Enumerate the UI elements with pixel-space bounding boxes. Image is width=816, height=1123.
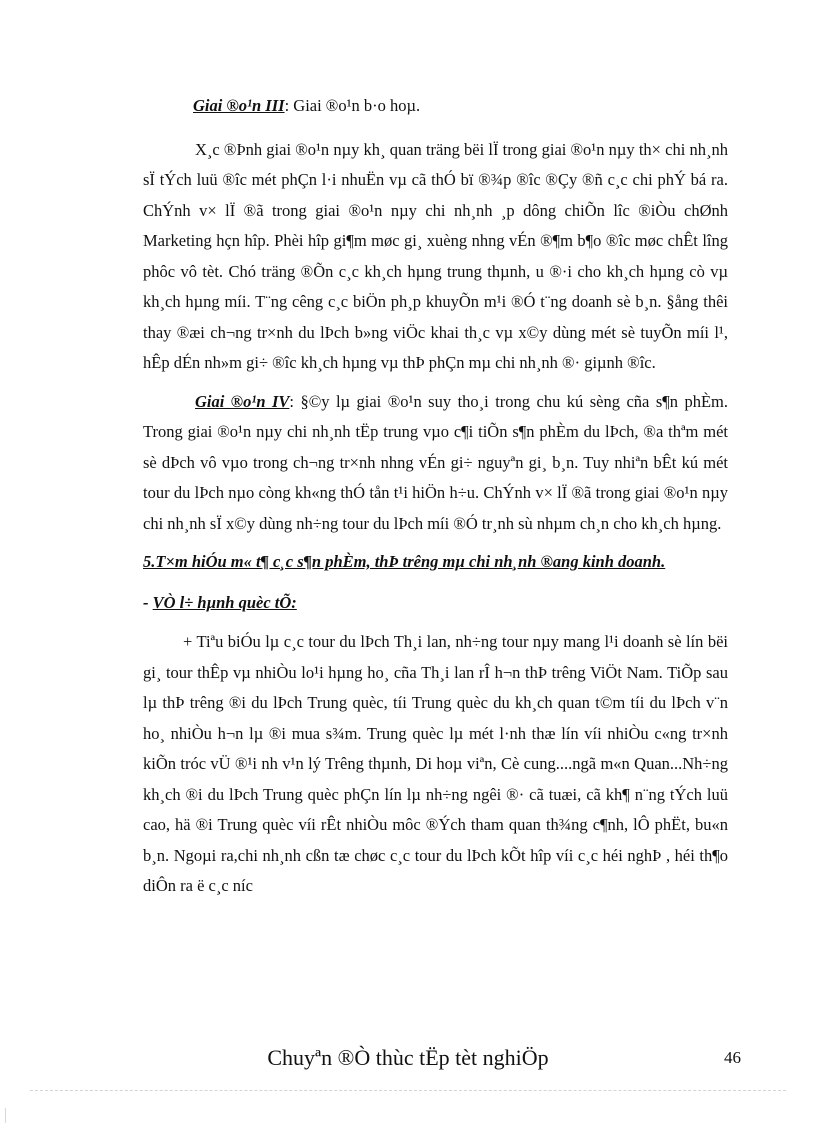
- inbound-heading: VÒ l÷ hµnh quèc tÕ:: [152, 592, 297, 612]
- phase4-paragraph: [143, 387, 728, 540]
- phase4-body: : §©y lµ giai ®o¹n suy tho¸i trong chu kú sèng cña s¶n phÈm. Trong giai ®o¹n nµy chi nh¸nh tËp trung vµo c¶i tiÕn s¶n phÈm du lÞch, ®a thªm mét sè dÞch vô vµo trong ch¬ng tr×nh nhng vÉn gi÷ nguyªn gi¸ b¸n. Tuy nhiªn bÊt kú mét tour du lÞch nµo còng kh«ng thÓ tån t¹i hiÖn h÷u. ChÝnh v× lÏ ®ã trong giai ®o¹n nµy chi nh¸nh sÏ x©y dùng nh÷ng tour du lÞch míi ®Ó tr¸nh sù nhµm ch¸n cho kh¸ch hµng.: [143, 391, 728, 533]
- page-divider: [30, 1090, 786, 1091]
- page-body: [143, 91, 728, 902]
- inbound-subheading: [143, 588, 728, 619]
- phase3-heading: Giai ®o¹n III: [193, 96, 285, 115]
- phase3-heading-tail: : Giai ®o¹n b·o hoµ.: [284, 96, 421, 115]
- inbound-prefix: -: [143, 592, 153, 612]
- phase3-paragraph: X¸c ®Þnh giai ®o¹n nµy kh¸ quan träng bëi lÏ trong giai ®o¹n nµy th× chi nh¸nh sÏ tÝch luü ®îc mét phÇn l·i nhuËn vµ cã thÓ bï ®¾p ®îc ®Çy ®ñ c¸c chi phÝ bá ra. ChÝnh v× lÏ ®ã trong giai ®o¹n nµy chi nh¸nh ¸p dông chiÕn lîc ®iÒu chØnh Marketing hçn hîp. Phèi hîp gi¶m møc gi¸ xuèng nhng vÉn ®¶m b¶o ®îc møc chÊt lîng phôc vô tèt. Chó träng ®Õn c¸c kh¸ch hµng trung thµnh, u ®·i cho kh¸ch hµng cò vµ kh¸ch hµng míi. T¨ng cêng c¸c biÖn ph¸p khuyÕn m¹i ®Ó t¨ng doanh sè b¸n. §ång thêi thay ®æi ch¬ng tr×nh du lÞch b»ng viÖc khai th¸c vµ x©y dùng mét sè tuyÕn míi l¹, hÊp dÉn nh»m gi÷ ®îc kh¸ch hµng vµ thÞ phÇn mµ chi nh¸nh ®· giµnh ®îc.: [143, 139, 728, 372]
- phase3-paragraph-title: [143, 91, 728, 122]
- section5-title: 5.T×m hiÓu m« t¶ c¸c s¶n phÈm, thÞ trêng mµ chi nh¸nh ®ang kinh doanh.: [143, 552, 666, 571]
- inbound-paragraph: + Tiªu biÓu lµ c¸c tour du lÞch Th¸i lan, nh÷ng tour nµy mang l¹i doanh sè lín bëi gi¸ tour thÊp vµ nhiÒu lo¹i hµng ho¸ cña Th¸i lan rÎ h¬n thÞ trêng ViÖt Nam. TiÕp sau lµ thÞ trêng ®i du lÞch Trung quèc, tíi Trung quèc du kh¸ch quan t©m tíi du lÞch v¨n ho¸ nhiÒu h¬n lµ ®i mua s¾m. Trung quèc lµ mét l·nh thæ lín víi nhiÒu c«ng tr×nh kiÕn tróc vÜ ®¹i nh v¹n lý Trêng thµnh, Di hoµ viªn, Cè cung....ngã m«n Quan...Nh÷ng kh¸ch ®i du lÞch Trung quèc phÇn lín lµ nh÷ng ngêi ®· cã tuæi, cã kh¶ n¨ng tÝch luü cao, hä ®i Trung quèc víi rÊt nhiÒu môc ®Ých tham quan th¾ng c¶nh, lÔ phËt, bu«n b¸n. Ngoµi ra,chi nh¸nh cßn tæ chøc c¸c tour du lÞch kÕt hîp víi c¸c héi nghÞ , héi th¶o diÔn ra ë c¸c níc: [143, 632, 728, 895]
- page-footer: [0, 1042, 816, 1082]
- page-number: 46: [724, 1048, 741, 1067]
- page-edge-mark: [5, 1108, 6, 1123]
- footer-title: Chuyªn ®Ò thùc tËp tèt nghiÖp: [267, 1045, 549, 1070]
- phase4-heading: Giai ®o¹n IV: [195, 391, 290, 411]
